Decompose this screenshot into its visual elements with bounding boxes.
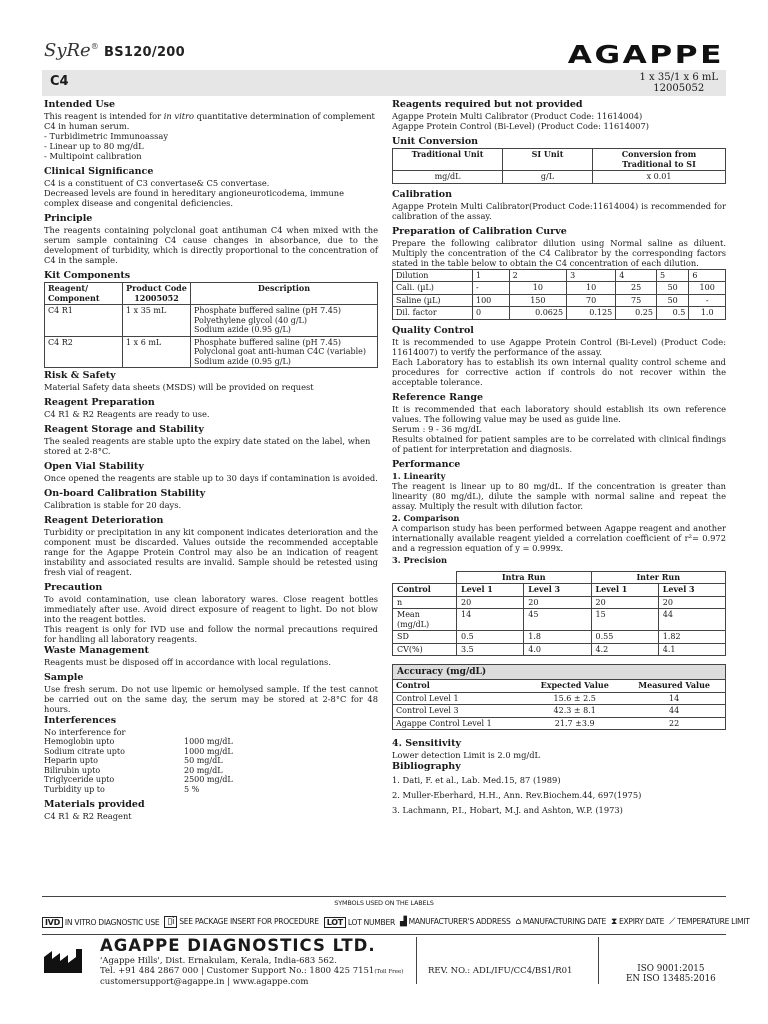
syre-text: SyRe bbox=[44, 40, 91, 61]
left-column bbox=[44, 99, 378, 826]
pack-info bbox=[640, 72, 718, 94]
bibliography-section bbox=[392, 761, 726, 815]
open-vial-section bbox=[44, 461, 378, 483]
kit-header: Reagent/ Component bbox=[45, 283, 123, 305]
linearity-title: 1. Linearity bbox=[392, 470, 446, 481]
table-row: Sodium citrate upto 1000 mg/dL bbox=[44, 746, 233, 756]
kit-cell: C4 R2 bbox=[45, 336, 123, 368]
document-header bbox=[42, 36, 726, 96]
table-row: Hemoglobin upto 1000 mg/dL bbox=[44, 737, 233, 746]
table-row: SD 0.5 1.8 0.55 1.82 bbox=[393, 631, 726, 644]
section-title: Sample bbox=[44, 672, 84, 683]
deterioration-section bbox=[44, 515, 378, 577]
symbol-ivd: IVD IN VITRO DIAGNOSTIC USE bbox=[42, 918, 159, 927]
risk-section bbox=[44, 370, 378, 392]
section-title: Kit Components bbox=[44, 270, 131, 281]
section-title: Precaution bbox=[44, 582, 103, 593]
clinical-section bbox=[44, 166, 378, 208]
precaution-text: To avoid contamination, use clean laboratory wares. Close reagent bottles immediately after use. Avoid direct exposure of reagent to light. Do not blow into the reagent bottles. bbox=[44, 594, 378, 624]
company-name: AGAPPE DIAGNOSTICS LTD. bbox=[100, 936, 376, 955]
section-title: Principle bbox=[44, 213, 93, 224]
web-line: customersupport@agappe.in | www.agappe.com bbox=[100, 977, 309, 987]
prep-section bbox=[44, 397, 378, 419]
syre-logo: SyRe® bbox=[44, 40, 99, 61]
kit-cell: C4 R1 bbox=[45, 305, 123, 337]
deterioration-text: Turbidity or precipitation in any kit component indicates deterioration and the component must be discarded. Values outside the recommended acceptable range for the Agappe Protein Control may also be an indication of reagent instability and associated results are invalid. Sample should be retested using fresh vial of reagent. bbox=[44, 527, 378, 577]
list-item: 2. Muller-Eberhard, H.H., Ann. Rev.Biochem.44, 697(1975) bbox=[392, 790, 642, 800]
unit-table bbox=[392, 148, 726, 184]
product-code: 12005052 bbox=[653, 83, 705, 94]
storage-text: The sealed reagents are stable upto the expiry date stated on the label, when stored at 2-8°C. bbox=[44, 436, 371, 456]
materials-section bbox=[44, 799, 378, 821]
temperature-limit-icon: ⟋ bbox=[669, 917, 676, 927]
right-column bbox=[392, 99, 726, 820]
intended-use-section bbox=[44, 99, 378, 161]
sensitivity-text: Lower detection Limit is 2.0 mg/dL bbox=[392, 750, 541, 760]
calibration-section bbox=[392, 189, 726, 221]
pack-size: 1 x 35/1 x 6 mL bbox=[639, 72, 718, 83]
required-section bbox=[392, 99, 726, 131]
bullet: - Turbidimetric Immunoassay bbox=[44, 131, 169, 141]
sample-section bbox=[44, 672, 378, 714]
section-title: Calibration bbox=[392, 188, 452, 200]
section-title: Unit Conversion bbox=[392, 136, 479, 147]
kit-table bbox=[44, 282, 378, 368]
unit-section bbox=[392, 136, 726, 184]
precision-header: Level 3 bbox=[524, 584, 591, 597]
qc-text: Each Laboratory has to establish its own internal quality control scheme and procedures for corrective action if controls do not recover within the acceptable tolerance. bbox=[392, 356, 726, 387]
kit-section bbox=[44, 270, 378, 368]
dilution-table bbox=[392, 269, 726, 320]
revision-number: REV. NO.: ADL/IFU/CC4/BS1/R01 bbox=[428, 966, 573, 976]
table-row bbox=[45, 305, 378, 337]
section-title: Risk & Safety bbox=[44, 370, 116, 381]
package-insert-icon: ▯i bbox=[164, 916, 177, 928]
lot-icon: LOT bbox=[324, 917, 346, 928]
precaution-section bbox=[44, 582, 378, 644]
bullet: - Multipoint calibration bbox=[44, 151, 142, 161]
precaution-text: This reagent is only for IVD use and follow the normal precautions required for handling all laboratory reagents. bbox=[44, 624, 378, 644]
comparison-text: A comparison study has been performed between Agappe reagent and another internationally available reagent yielded a correlation coefficient of r²= 0.972 and a regression equation of y = 0.999x. bbox=[392, 522, 726, 553]
reference-section bbox=[392, 392, 726, 454]
precision-header: Level 1 bbox=[457, 584, 524, 597]
intended-use-text: This reagent is intended for in vitro quantitative determination of complement C4 in human serum. bbox=[44, 111, 375, 131]
table-row: CV(%) 3.5 4.0 4.2 4.1 bbox=[393, 643, 726, 656]
section-title: Open Vial Stability bbox=[44, 461, 144, 472]
divider bbox=[416, 937, 417, 984]
unit-header: Conversion from Traditional to SI bbox=[593, 149, 726, 171]
waste-text: Reagents must be disposed off in accordance with local regulations. bbox=[44, 657, 331, 667]
iso-13485: EN ISO 13485:2016 bbox=[626, 974, 716, 984]
section-title: Reagent Deterioration bbox=[44, 515, 164, 526]
calibration-curve-section bbox=[392, 226, 726, 320]
unit-header: SI Unit bbox=[503, 149, 593, 171]
tel-line: Tel. +91 484 2867 000 | Customer Support No.: 1800 425 7151(Toll Free) bbox=[100, 966, 404, 976]
principle-text: The reagents containing polyclonal goat antihuman C4 when mixed with the serum sample containing C4 cause changes in absorbance, due to the development of turbidity, which is directly proportional to the concentration of C4 in the sample. bbox=[44, 225, 378, 265]
iso-certifications bbox=[626, 964, 716, 984]
table-row bbox=[45, 336, 378, 368]
sample-text: Use fresh serum. Do not use lipemic or hemolysed sample. If the test cannot be carried out on the same day, the serum may be stored at 2-8°C for 48 hours. bbox=[44, 684, 378, 714]
table-row: Heparin upto 50 mg/dL bbox=[44, 756, 223, 765]
table-row: Dil. factor 0 0.0625 0.125 0.25 0.5 1.0 bbox=[393, 307, 726, 320]
analyte-name: C4 bbox=[50, 74, 69, 89]
onboard-text: Calibration is stable for 20 days. bbox=[44, 500, 182, 510]
section-title: Performance bbox=[392, 458, 461, 470]
interferences-intro: No interference for bbox=[44, 727, 126, 737]
accuracy-header: Measured Value bbox=[623, 680, 725, 692]
section-title: 4. Sensitivity bbox=[392, 738, 462, 749]
expiry-date-icon: ⧗ bbox=[610, 917, 618, 927]
accuracy-box bbox=[392, 664, 726, 730]
sensitivity-section bbox=[392, 738, 726, 760]
materials-text: C4 R1 & R2 Reagent bbox=[44, 811, 132, 821]
clinical-text: C4 is a constituent of C3 convertase& C5 convertase. bbox=[44, 178, 270, 188]
accuracy-header: Expected Value bbox=[526, 680, 623, 692]
table-row: Turbidity up to 5 % bbox=[44, 784, 200, 794]
table-row: n 20 20 20 20 bbox=[393, 596, 726, 609]
agappe-logo: AGAPPE bbox=[567, 40, 724, 69]
linearity-text: The reagent is linear up to 80 mg/dL. If the concentration is greater than linearity (80 mg/dL), dilute the sample with normal saline and repeat the assay. Multiply the result with dilution factor. bbox=[392, 480, 726, 511]
precision-header: Control bbox=[393, 584, 457, 597]
accuracy-title: Accuracy (mg/dL) bbox=[393, 665, 725, 680]
interferences-section bbox=[44, 715, 378, 794]
calibration-curve-text: Prepare the following calibrator dilution using Normal saline as diluent. Multiply the concentration of the C4 Calibrator by the corresponding factors stated in the table below to obtain the C4 concentration of each dilution. bbox=[392, 237, 726, 268]
open-vial-text: Once opened the reagents are stable up to 30 days if contamination is avoided. bbox=[44, 473, 378, 483]
precision-header: Level 3 bbox=[658, 584, 725, 597]
performance-section bbox=[392, 459, 726, 657]
section-title: Interferences bbox=[44, 715, 117, 726]
calibration-text: Agappe Protein Multi Calibrator(Product Code:11614004) is recommended for calibration of the assay. bbox=[392, 200, 726, 221]
ivd-icon: IVD bbox=[42, 917, 63, 928]
waste-section bbox=[44, 645, 378, 667]
precision-header: Level 1 bbox=[591, 584, 658, 597]
table-row: Saline (µL) 100 150 70 75 50 - bbox=[393, 294, 726, 307]
accuracy-table bbox=[393, 680, 725, 729]
manufacturing-date-icon: ⌂ bbox=[515, 917, 521, 927]
manufacturer-icon: ▟ bbox=[399, 917, 407, 927]
section-title: Clinical Significance bbox=[44, 166, 154, 177]
symbol-expiry-date: ⧗ EXPIRY DATE bbox=[610, 917, 665, 927]
required-text: Agappe Protein Multi Calibrator (Product Code: 11614004) bbox=[392, 111, 643, 121]
section-title: Reference Range bbox=[392, 391, 484, 403]
comparison-title: 2. Comparison bbox=[392, 512, 460, 523]
symbol-lot: LOT LOT NUMBER bbox=[324, 918, 395, 927]
analyte-bar bbox=[42, 70, 726, 96]
list-item: 1. Dati, F. et al., Lab. Med.15, 87 (1989) bbox=[392, 775, 561, 785]
unit-header: Traditional Unit bbox=[393, 149, 503, 171]
section-title: Preparation of Calibration Curve bbox=[392, 225, 567, 237]
company-block bbox=[42, 934, 726, 986]
symbols-row bbox=[42, 916, 750, 928]
iso-9001: ISO 9001:2015 bbox=[637, 964, 705, 974]
table-row: Triglyceride upto 2500 mg/dL bbox=[44, 775, 233, 784]
address-line: 'Agappe Hills', Dist. Ernakulam, Kerala, India-683 562. bbox=[100, 956, 337, 966]
precision-group-header: Inter Run bbox=[591, 571, 726, 584]
symbol-manufacturing-date: ⌂ MANUFACTURING DATE bbox=[515, 917, 606, 927]
table-row: Control Level 3 42.3 ± 8.1 44 bbox=[393, 705, 725, 718]
risk-text: Material Safety data sheets (MSDS) will be provided on request bbox=[44, 382, 314, 392]
precision-group-header: Intra Run bbox=[457, 571, 592, 584]
section-title: Reagents required but not provided bbox=[392, 99, 583, 110]
section-title: Quality Control bbox=[392, 324, 474, 336]
required-text: Agappe Protein Control (Bi-Level) (Product Code: 11614007) bbox=[392, 121, 649, 131]
document-footer bbox=[42, 896, 750, 987]
prep-text: C4 R1 & R2 Reagents are ready to use. bbox=[44, 409, 210, 419]
section-title: On-board Calibration Stability bbox=[44, 488, 206, 499]
reference-text: Results obtained for patient samples are to be correlated with clinical findings of patient for interpretation and diagnosis. bbox=[392, 433, 726, 454]
reference-serum: Serum : 9 - 36 mg/dL bbox=[392, 423, 482, 434]
section-title: Waste Management bbox=[44, 645, 149, 656]
analyzer-model: BS120/200 bbox=[104, 45, 185, 60]
company-address bbox=[100, 956, 403, 987]
symbol-manufacturer: ▟ MANUFACTURER'S ADDRESS bbox=[399, 917, 511, 927]
table-row: Agappe Control Level 1 21.7 ±3.9 22 bbox=[393, 717, 725, 729]
manufacturer-icon bbox=[44, 949, 86, 973]
reference-text: It is recommended that each laboratory should establish its own reference values. The following value may be used as guide line. bbox=[392, 403, 726, 424]
interferences-table bbox=[44, 737, 378, 794]
accuracy-header: Control bbox=[393, 680, 526, 692]
table-row: Mean (mg/dL) 14 45 15 44 bbox=[393, 609, 726, 631]
kit-header: Description bbox=[191, 283, 378, 305]
section-title: Bibliography bbox=[392, 761, 461, 772]
symbol-temperature-limit: ⟋ TEMPERATURE LIMIT bbox=[669, 917, 750, 927]
section-title: Intended Use bbox=[44, 99, 116, 110]
symbol-package-insert: ▯i SEE PACKAGE INSERT FOR PROCEDURE bbox=[164, 916, 318, 928]
kit-cell: Phosphate buffered saline (pH 7.45) Polyclonal goat anti-human C4C (variable) Sodium azide (0.95 g/L) bbox=[191, 336, 378, 368]
symbols-title: SYMBOLS USED ON THE LABELS bbox=[42, 896, 726, 907]
table-row: Bilirubin upto 20 mg/dL bbox=[44, 765, 223, 775]
kit-cell: Phosphate buffered saline (pH 7.45) Polyethylene glycol (40 g/L) Sodium azide (0.95 g/L) bbox=[191, 305, 378, 337]
storage-section bbox=[44, 424, 378, 456]
table-row: mg/dL g/L x 0.01 bbox=[393, 171, 726, 184]
section-title: Materials provided bbox=[44, 799, 145, 810]
precision-title: 3. Precision bbox=[392, 554, 448, 565]
clinical-text: Decreased levels are found in hereditary angioneuroticodema, immune complex disease and congenital deficiencies. bbox=[44, 188, 345, 208]
table-row: Dilution 1 2 3 4 5 6 bbox=[393, 269, 726, 282]
list-item: 3. Lachmann, P.I., Hobart, M.J. and Ashton, W.P. (1973) bbox=[392, 805, 623, 815]
bullet: - Linear up to 80 mg/dL bbox=[44, 141, 144, 151]
qc-text: It is recommended to use Agappe Protein Control (Bi-Level) (Product Code: 11614007) to verify the performance of the assay. bbox=[392, 336, 726, 357]
divider bbox=[598, 937, 599, 984]
kit-header: Product Code 12005052 bbox=[123, 283, 191, 305]
section-title: Reagent Storage and Stability bbox=[44, 424, 204, 435]
principle-section bbox=[44, 213, 378, 265]
table-row: Cali. (µL) - 10 10 25 50 100 bbox=[393, 282, 726, 295]
precision-table bbox=[392, 571, 726, 657]
kit-cell: 1 x 35 mL bbox=[123, 305, 191, 337]
kit-cell: 1 x 6 mL bbox=[123, 336, 191, 368]
section-title: Reagent Preparation bbox=[44, 397, 155, 408]
onboard-section bbox=[44, 488, 378, 510]
qc-section bbox=[392, 325, 726, 387]
table-row: Control Level 1 15.6 ± 2.5 14 bbox=[393, 692, 725, 705]
